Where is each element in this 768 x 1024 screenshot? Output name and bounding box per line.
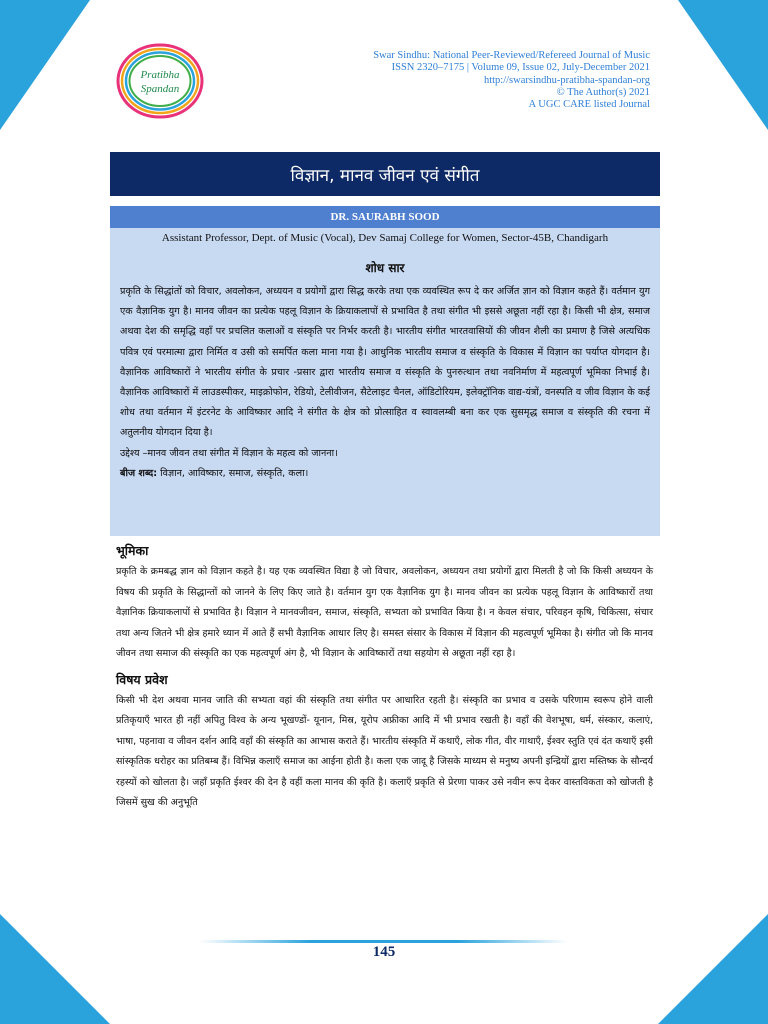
section-heading-intro: भूमिका [116, 543, 149, 558]
corner-decoration-bottom-right [658, 914, 768, 1024]
journal-name: Swar Sindhu: National Peer-Reviewed/Refereed Journal of Music [373, 50, 650, 61]
section-text-intro: प्रकृति के क्रमबद्ध ज्ञान को विज्ञान कहते है। यह एक व्यवस्थित विद्या है जो विचार, अवलोकन, अध्ययन तथा प्रयोगों द्वारा मिलती है जो कि किसी अध्ययन के विषय की प्रकृति के सिद्धान्तों को जानने के लिए किए जाते है। वर्तमान युग एक वैज्ञानिक युग है। मानव जीवन का प्रत्येक पहलू विज्ञान के आविष्कारों तथा वैज्ञानिक क्रियाकलापों से प्रभावित है। विज्ञान ने मानवजीवन, समाज, संस्कृति, सभ्यता को प्रभावित किया है। न केवल संचार, परिवहन कृषि, चिकित्सा, संचार तथा अन्य जितने भी क्षेत्र हमारे ध्यान में आते हैं सभी वैज्ञानिक आधार लिए है। समस्त संसार के विकास में विज्ञान की महत्वपूर्ण भूमिका है। संगीत जो कि मानव जीवन तथा समाज की संस्कृति का एक महत्वपूर्ण अंग है, भी विज्ञान के आविष्कारों तथा सहयोग से अछूता नहीं रहा है। [116, 566, 653, 659]
abstract-box [110, 228, 660, 536]
corner-decoration-top-right [678, 0, 768, 130]
journal-ugc-note: A UGC CARE listed Journal [528, 99, 650, 111]
footer-divider [200, 940, 568, 943]
abstract-objective: उद्देश्य –मानव जीवन तथा संगीत में विज्ञान के महत्व को जानना। [120, 447, 338, 459]
logo-text-line2: Spandan [140, 83, 180, 95]
abstract-body: प्रकृति के सिद्धांतों को विचार, अवलोकन, अध्ययन व प्रयोगों द्वारा सिद्ध करके तथा एक व्यवस्थित रूप दे कर अर्जित ज्ञान को विज्ञान कहते हैं। वर्तमान युग एक वैज्ञानिक युग है। मानव जीवन का प्रत्येक पहलू विज्ञान के क्रियाकलापों से प्रभावित है तथा संगीत भी इससे अछूता नहीं रहा है। किसी भी क्षेत्र, समाज अथवा देश की समृद्धि वहाँ पर प्रचलित कलाओं व संस्कृति पर निर्भर करती है। भारतीय संगीत भारतवासियों की जीवन शैली का प्रमाण है जिसे अत्यधिक पवित्र एवं परमात्मा द्वारा निर्मित व उसी को समर्पित कला माना गया है। आधुनिक भारतीय समाज व संस्कृति के विकास में विज्ञान का पर्याप्त योगदान है। वैज्ञानिक आविष्कारों ने भारतीय संगीत के प्रचार -प्रसार द्वारा भारतीय समाज व संस्कृति के पुनरुत्थान तथा नवनिर्माण में महत्वपूर्ण भूमिका निभाई है। वैज्ञानिक आविष्कारों में लाउडस्पीकर, माइक्रोफोन, रेडियो, टेलीवीजन, सैटेलाइट चैनल, ऑडिटोरियम, इलेक्ट्रॉनिक वाद्य-यंत्रों, वनस्पति व जीव विज्ञान के कई शोध तथा वर्तमान में इंटरनेट के आविष्कार आदि ने संगीत के क्षेत्र को प्रोत्साहित व स्वावलम्बी बना कर एक सुसमृद्ध समाज व संस्कृति की रचना में अतुलनीय योगदान दिया है। [120, 286, 650, 439]
journal-info [373, 50, 650, 111]
abstract-text [120, 282, 650, 484]
section-text-subject: किसी भी देश अथवा मानव जाति की सभ्यता वहां की संस्कृति तथा संगीत पर आधारित रहती है। संस्कृति का प्रभाव व उसके परिणाम स्वरूप होने वाली प्रतिकृयाएँ भारत ही नहीं अपितु विश्व के अन्य भूखण्डों- यूनान, मिस्र, यूरोप अफ्रीका आदि में भी प्रभाव रखती है। वहाँ की वेशभूषा, धर्म, संस्कार, कलाएं, भाषा, पहनावा व जीवन दर्शन आदि वहाँ की संस्कृति का आभास कराते हैं। भारतीय संस्कृति में कथाएँ, लोक गीत, वीर गाथाएँ, ईश्वर स्तुति एवं दंत कथाएँ इसी सांस्कृतिक धरोहर का प्रतिबम्ब हैं। विभिन्न कलाएँ समाज का आईना होती है। कला एक जादू है जिसके माध्यम से मनुष्य अपनी इन्द्रियों द्वारा मस्तिष्क के सौन्दर्य रहस्यों को खोलता है। जहाँ प्रकृति ईश्वर की देन है वहीं कला मानव की कृति है। कलाएँ प्रकृति से प्रेरणा पाकर उसे नवीन रूप देकर वास्तविकता को खोजती है जिसमें सुख की अनुभूति [116, 694, 653, 808]
author-name: DR. SAURABH SOOD [110, 206, 660, 228]
journal-url[interactable]: http://swarsindhu-pratibha-spandan-org [483, 74, 650, 86]
journal-copyright: © The Author(s) 2021 [556, 86, 650, 98]
journal-logo [112, 42, 208, 120]
page-number: 145 [372, 944, 396, 960]
corner-decoration-bottom-left [0, 914, 110, 1024]
author-affiliation: Assistant Professor, Dept. of Music (Vocal), Dev Samaj College for Women, Sector-45B, Chandigarh [161, 232, 609, 244]
article-title: विज्ञान, मानव जीवन एवं संगीत [110, 152, 660, 196]
corner-decoration-top-left [0, 0, 90, 130]
section-heading-subject: विषय प्रवेश [116, 671, 168, 687]
abstract-heading: शोध सार [365, 261, 405, 275]
keywords-label: बीज शब्द: [120, 467, 158, 479]
journal-issn: ISSN 2320–7175 | Volume 09, Issue 02, July-December 2021 [391, 62, 650, 74]
keywords-list: विज्ञान, आविष्कार, समाज, संस्कृति, कला। [160, 467, 309, 479]
article-body [116, 540, 653, 814]
logo-emblem-icon [112, 42, 208, 120]
logo-text-line1: Pratibha [140, 69, 180, 81]
